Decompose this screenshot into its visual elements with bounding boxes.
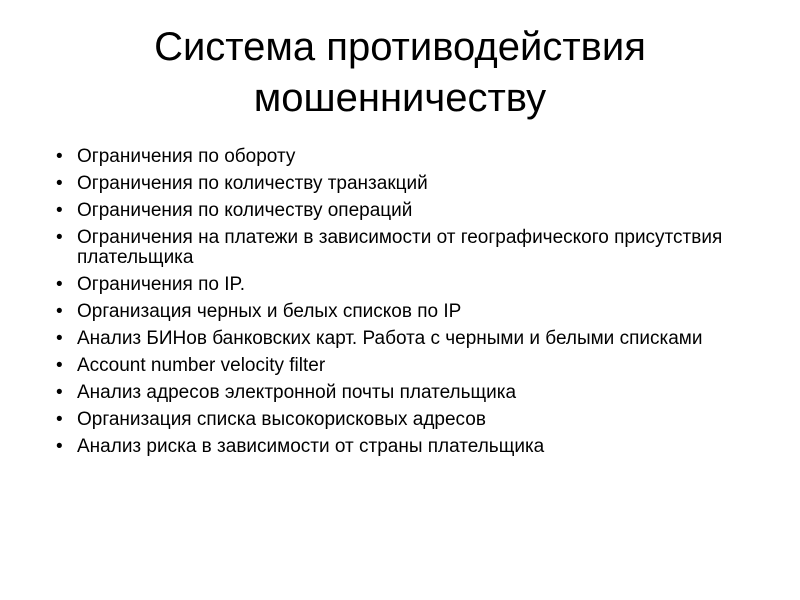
bullet-icon: • (56, 436, 63, 457)
list-item (56, 275, 756, 295)
bullet-icon: • (56, 227, 63, 248)
list-item-text: Организация списка высокорисковых адресов (77, 409, 486, 430)
list-item-text: Ограничения по обороту (77, 146, 296, 167)
list-item-text: Ограничения на платежи в зависимости от географического присутствия плательщика (77, 227, 723, 268)
list-item-text: Ограничения по IP. (77, 274, 246, 295)
bullet-icon: • (56, 173, 63, 194)
list-item-text: Ограничения по количеству операций (77, 200, 413, 221)
bullet-icon: • (56, 200, 63, 221)
list-item-text: Ограничения по количеству транзакций (77, 173, 428, 194)
bullet-icon: • (56, 328, 63, 349)
bullet-icon: • (56, 409, 63, 430)
list-item (56, 302, 756, 322)
bullet-icon: • (56, 274, 63, 295)
list-item (56, 437, 756, 457)
list-item (56, 383, 756, 403)
bullet-icon: • (56, 146, 63, 167)
bullet-list (56, 147, 756, 464)
bullet-icon: • (56, 301, 63, 322)
list-item-text: Анализ БИНов банковских карт. Работа с черными и белыми списками (77, 328, 703, 349)
bullet-icon: • (56, 355, 63, 376)
bullet-icon: • (56, 382, 63, 403)
list-item (56, 410, 756, 430)
list-item-text: Account number velocity filter (77, 355, 326, 376)
list-item (56, 174, 756, 194)
list-item-text: Анализ риска в зависимости от страны плательщика (77, 436, 545, 457)
list-item (56, 329, 756, 349)
list-item (56, 356, 756, 376)
list-item (56, 201, 756, 221)
list-item (56, 147, 756, 167)
list-item-text: Организация черных и белых списков по IP (77, 301, 462, 322)
list-item (56, 228, 756, 268)
list-item-text: Анализ адресов электронной почты плательщика (77, 382, 517, 403)
slide-title: Система противодействия мошенничеству (154, 25, 646, 120)
